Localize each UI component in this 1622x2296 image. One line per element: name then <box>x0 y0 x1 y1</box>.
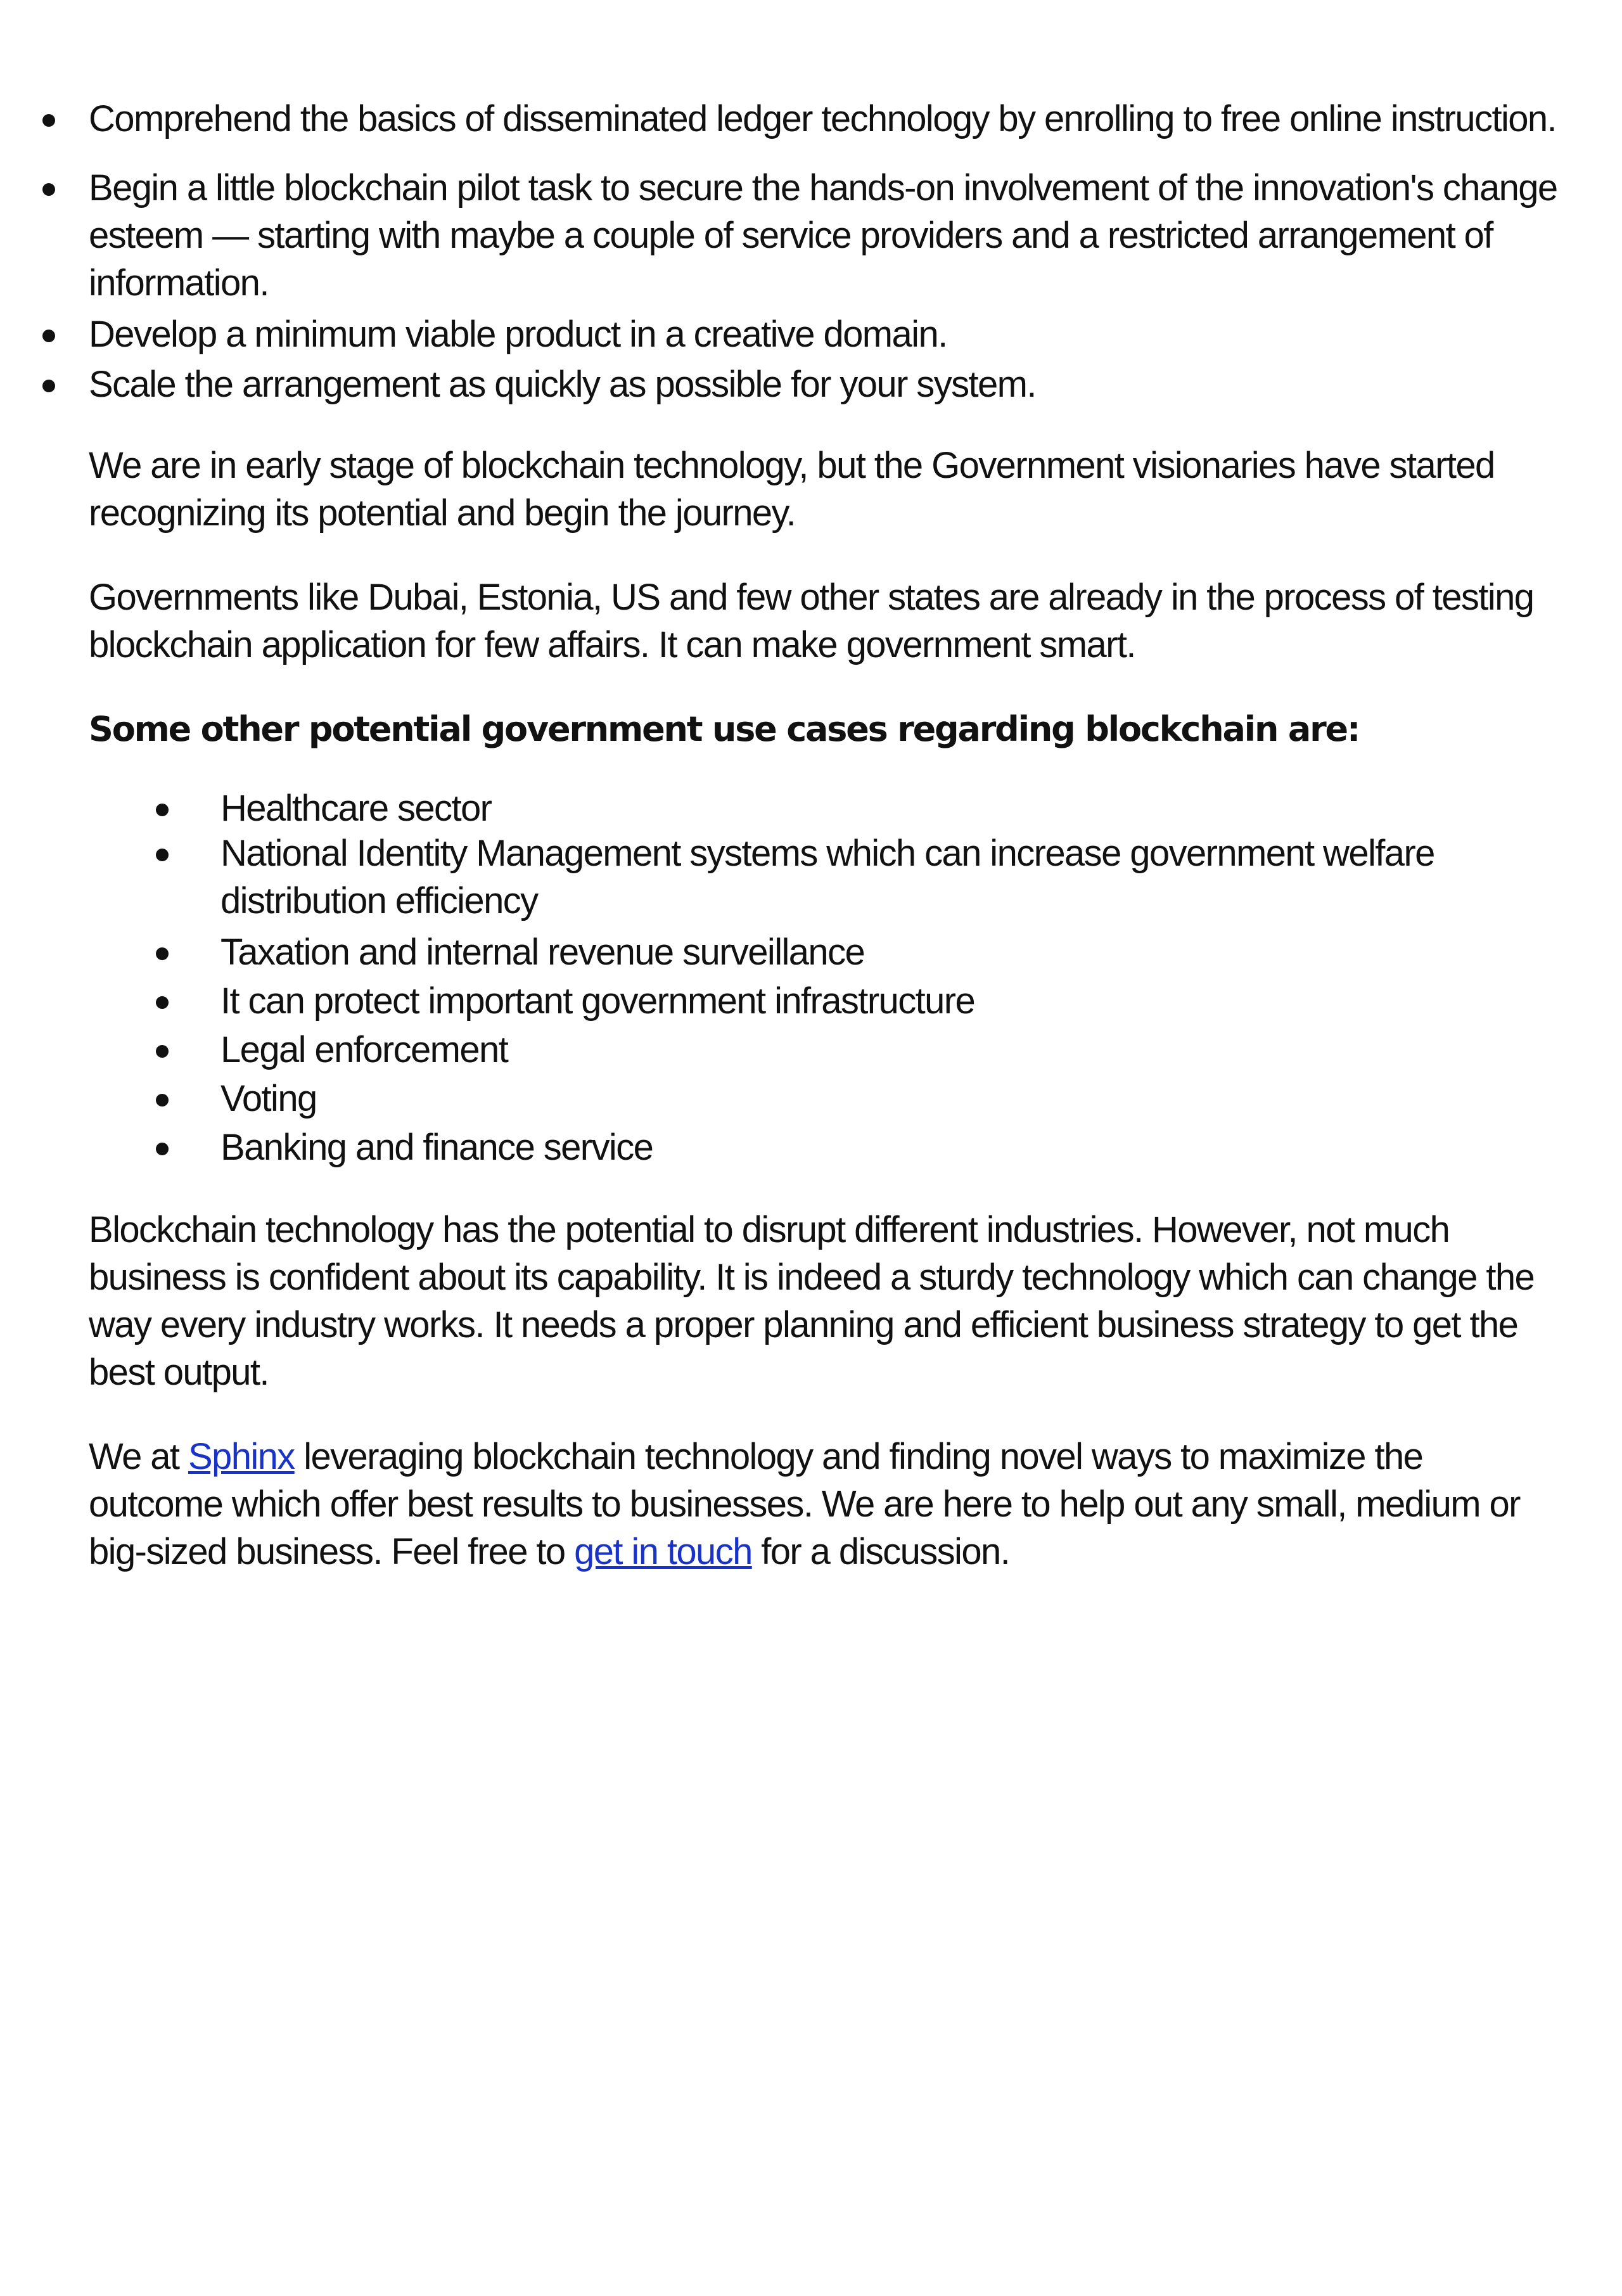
intro-bullet-item: Comprehend the basics of disseminated ledger technology by enrolling to free online instruction. <box>89 95 1565 143</box>
intro-bullet-item: Begin a little blockchain pilot task to secure the hands-on involvement of the innovation's change esteem — starting with maybe a couple of service providers and a restricted arrangement of information. <box>89 164 1565 307</box>
disrupt-paragraph: Blockchain technology has the potential to disrupt different industries. However, not much business is confident about its capability. It is indeed a sturdy technology which can change the way every industry works. It needs a proper planning and efficient business strategy to get the best output. <box>89 1209 1535 1393</box>
use-case-item: Banking and finance service <box>220 1124 1565 1171</box>
get-in-touch-link[interactable]: get in touch <box>574 1531 752 1572</box>
closing-suffix: for a discussion. <box>751 1531 1010 1572</box>
use-case-item: Taxation and internal revenue surveillance <box>220 928 1565 976</box>
intro-bullet-item: Develop a minimum viable product in a creative domain. <box>89 311 1565 358</box>
use-case-item: Legal enforcement <box>220 1026 1565 1074</box>
closing-prefix: We at <box>89 1436 188 1477</box>
use-case-item: National Identity Management systems which can increase government welfare distribution efficiency <box>220 830 1565 925</box>
use-cases-list <box>220 785 1565 1171</box>
intro-bullet-item: Scale the arrangement as quickly as possible for your system. <box>89 361 1565 408</box>
use-case-item: Voting <box>220 1075 1565 1122</box>
document-content <box>89 95 1565 1575</box>
use-case-item: It can protect important government infrastructure <box>220 977 1565 1025</box>
intro-bullet-list <box>89 95 1565 408</box>
closing-paragraph <box>89 1433 1565 1575</box>
early-stage-paragraph: We are in early stage of blockchain technology, but the Government visionaries have started recognizing its potential and begin the journey. <box>89 445 1495 534</box>
sphinx-link[interactable]: Sphinx <box>188 1436 295 1477</box>
use-cases-heading: Some other potential government use cases regarding blockchain are: <box>89 709 1360 749</box>
closing-middle: leveraging blockchain technology and finding novel ways to maximize the outcome which offer best results to businesses. We are here to help out any small, medium or big-sized business. Feel free to <box>89 1436 1520 1572</box>
governments-paragraph: Governments like Dubai, Estonia, US and few other states are already in the process of testing blockchain application for few affairs. It can make government smart. <box>89 577 1534 665</box>
use-case-item: Healthcare sector <box>220 785 1565 832</box>
